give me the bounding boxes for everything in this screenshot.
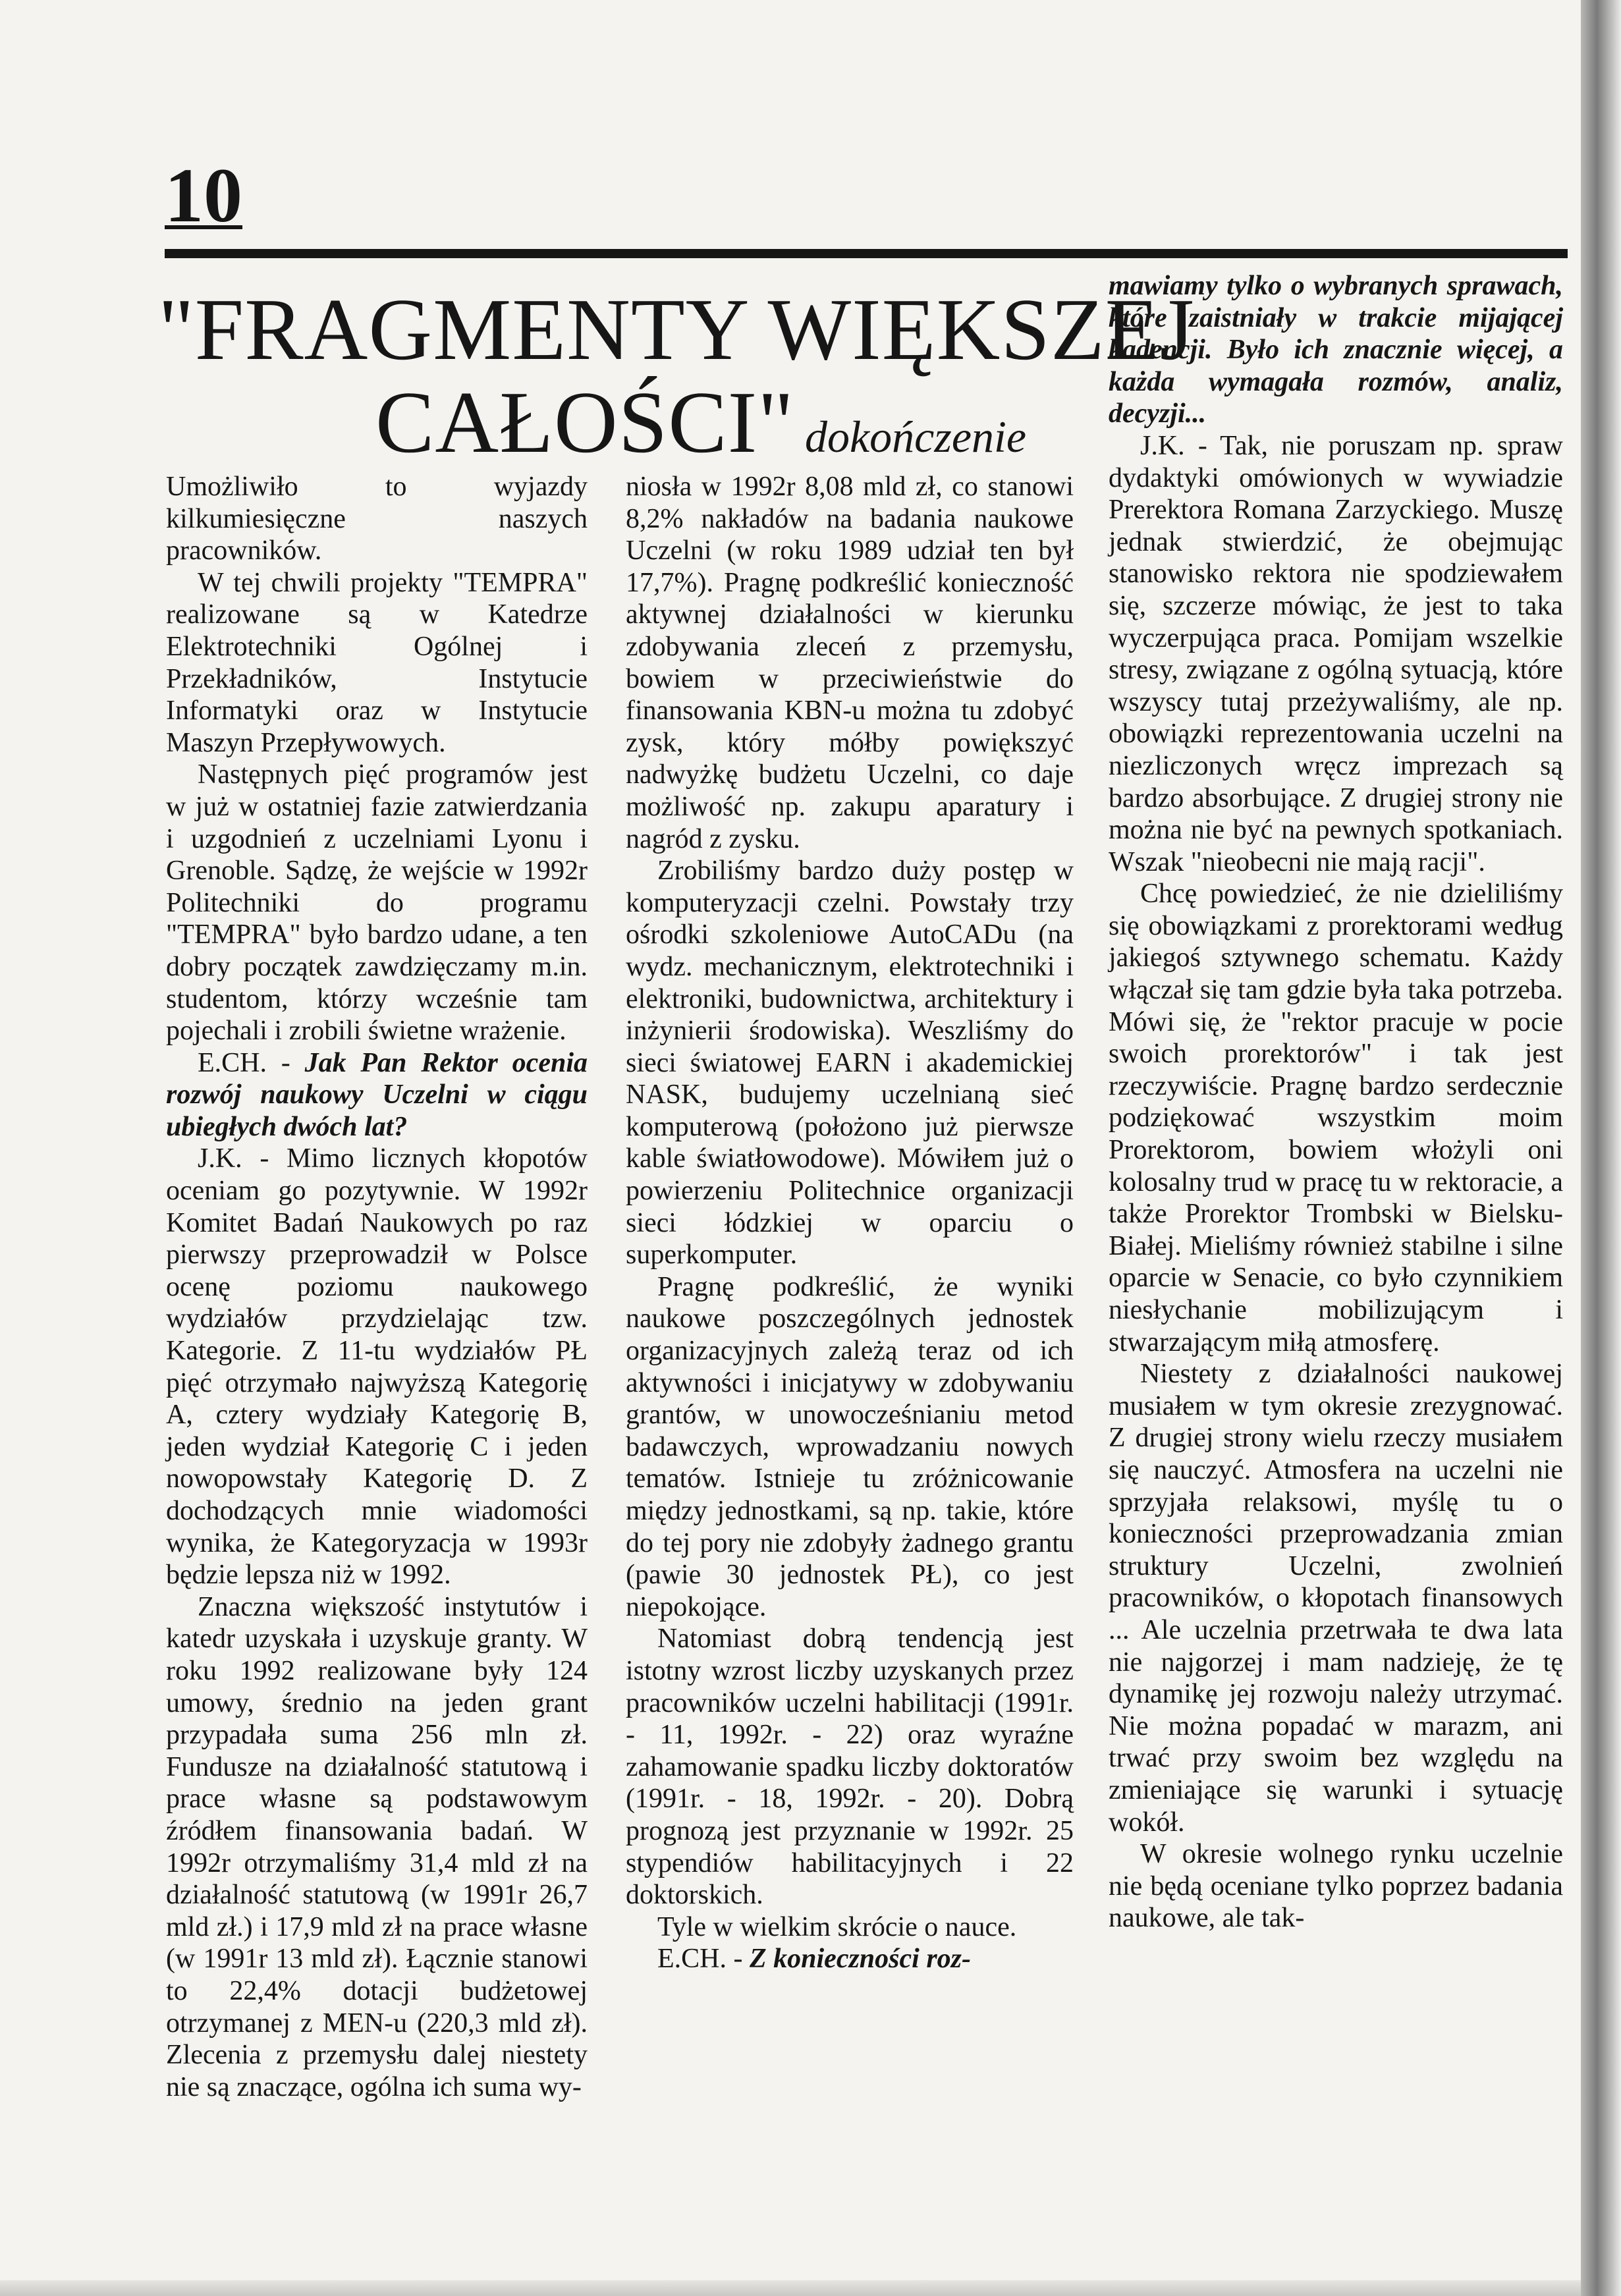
paragraph: niosła w 1992r 8,08 mld zł, co stanowi 8,2% nakładów na badania naukowe Uczelni (w roku 1989 udział ten był 17,7%). Pragnę podkreślić konieczność aktywnej działalności w kierunku zdobywania zleceń z przemysłu, bowiem w przeciwieństwie do finansowania KBN-u można tu zdobyć zysk, który mółby powiększyć nadwyżkę budżetu Uczelni, co daje możliwość np. zakupu aparatury i nagród z zysku.: [626, 472, 1074, 854]
page-bottom-edge: [0, 2280, 1581, 2296]
interviewer-label: E.CH. -: [657, 1944, 750, 1975]
page-number: 10: [165, 152, 242, 238]
paragraph: J.K. - Mimo licznych kłopotów oceniam go pozytywnie. W 1992r Komitet Badań Naukowych po raz pierwszy przeprowadził w Polsce ocenę poziomu naukowego wydziałów przydzielając tzw. Kategorie. Z 11-tu wydziałów PŁ pięć otrzymało najwyższą Kategorię A, cztery wydziały Kategorię B, jeden wydział Kategorię C i jeden nowopowstały Kategorię D. Z dochodzących mnie wiadomości wynika, że Kategoryzacja w 1993r będzie lepsza niż w 1992.: [166, 1143, 588, 1591]
paragraph: Chcę powiedzieć, że nie dzieliliśmy się obowiązkami z prorektorami według jakiegoś sztywnego schematu. Każdy włączał się tam gdzie była taka potrzeba. Mówi się, że "rektor pracuje w pocie swoich prorektorów" i tak jest rzeczywiście. Pragnę bardzo serdecznie podziękować wszystkim moim Prorektorom, bowiem włożyli oni kolosalny trud w pracę tu w rektoracie, a także Prorektor Trombski w Bielsku-Białej. Mieliśmy również stabilne i silne oparcie w Senacie, co było czynnikiem niesłychanie mobilizującym i stwarzającym miłą atmosferę.: [1109, 879, 1563, 1357]
paragraph: Umożliwiło to wyjazdy kilkumiesięczne naszych pracowników.: [166, 472, 588, 566]
paragraph: Następnych pięć programów jest w już w ostatniej fazie zatwierdzania i uzgodnień z uczelniami Lyonu i Grenoble. Sądzę, że wejście w 1992r Politechniki do programu "TEMPRA" było bardzo udane, a ten dobry początek zawdzięczamy m.in. studentom, którzy wcześnie tam pojechali i zrobili świetne wrażenie.: [166, 759, 588, 1047]
headline-subtitle: dokończenie: [805, 411, 1027, 462]
paragraph: W okresie wolnego rynku uczelnie nie będą oceniane tylko poprzez badania naukowe, ale tak-: [1109, 1839, 1563, 1934]
headline-line-1: "FRAGMENTY WIĘKSZEJ: [158, 281, 1195, 378]
paragraph: Natomiast dobrą tendencją jest istotny wzrost liczby uzyskanych przez pracowników uczelni habilitacji (1991r. - 11, 1992r. - 22) oraz wyraźne zahamowanie spadku liczby doktoratów (1991r. - 18, 1992r. - 20). Dobrą prognozą jest przyznanie w 1992r. 25 stypendiów habilitacyjnych i 22 doktorskich.: [626, 1624, 1074, 1911]
paragraph: Zrobiliśmy bardzo duży postęp w komputeryzacji czelni. Powstały trzy ośrodki szkoleniowe AutoCADu (na wydz. mechanicznym, elektrotechniki i elektroniki, budownictwa, architektury i inżynierii środowiska). Weszliśmy do sieci światowej EARN i akademickiej NASK, budujemy uczelnianą sieć komputerową (położono już pierwsze kable światłowodowe). Mówiłem już o powierzeniu Politechnice organizacji sieci łódzkiej w oparciu o superkomputer.: [626, 856, 1074, 1271]
paragraph: J.K. - Tak, nie poruszam np. spraw dydaktyki omówionych w wywiadzie Prerektora Romana Zarzyckiego. Muszę jednak stwierdzić, że obejmując stanowisko rektora nie spodziewałem się, szczerze mówiąc, że jest to taka wyczerpująca praca. Pomijam wszelkie stresy, związane z ogólną sytuacją, które wszyscy tutaj przeżywaliśmy, ale np. obowiązki reprezentowania uczelni na niezliczonych wręcz imprezach są bardzo absorbujące. Z drugiej strony nie można nie być na pewnych spotkaniach. Wszak "nieobecni nie mają racji".: [1109, 430, 1563, 877]
interview-question: mawiamy tylko o wybranych sprawach, które zaistniały w trakcie mijającej kadencji. Było ich znacznie więcej, a każda wymagała rozmów, analiz, decyzji...: [1109, 271, 1563, 429]
article-headline: [158, 281, 1195, 471]
interviewer-label: E.CH. -: [198, 1047, 305, 1078]
paragraph: Niestety z działalności naukowej musiałem w tym okresie zrezygnować. Z drugiej strony wielu rzeczy musiałem się nauczyć. Atmosfera na uczelni nie sprzyjała relaksowi, myślę tu o konieczności przeprowadzania zmian struktury Uczelni, zwolnień pracowników, o kłopotach finansowych ... Ale uczelnia przetrwała te dwa lata nie najgorzej i mam nadzieję, że tę dynamikę jej rozwoju należy utrzymać. Nie można popadać w marazm, ani trwać przy swoim bez względu na zmieniające się warunki i sytuację wokół.: [1109, 1359, 1563, 1838]
paragraph: W tej chwili projekty "TEMPRA" realizowane są w Katedrze Elektrotechniki Ogólnej i Przekładników, Instytucie Informatyki oraz w Instytucie Maszyn Przepływowych.: [166, 567, 588, 758]
paragraph: Tyle w wielkim skrócie o nauce.: [657, 1911, 1017, 1942]
paragraph: [626, 1943, 1074, 1975]
text-column-1: [166, 471, 588, 2103]
paragraph: Znaczna większość instytutów i katedr uzyskała i uzyskuje granty. W roku 1992 realizowane były 124 umowy, średnio na jeden grant przypadała suma 256 mln zł. Fundusze na działalność statutową i prace własne są podstawowym źródłem finansowania badań. W 1992r otrzymaliśmy 31,4 mld zł na działalność statutową (w 1991r 26,7 mld zł.) i 17,9 mld zł na prace własne (w 1991r 13 mld zł). Łącznie stanowi to 22,4% dotacji budżetowej otrzymanej z MEN-u (220,3 mld zł). Zlecenia z przemysłu dalej niestety nie są znaczące, ogólna ich suma wy-: [166, 1591, 588, 2102]
interview-question: Jak Pan Rektor ocenia rozwój naukowy Uczelni w ciągu ubiegłych dwóch lat?: [166, 1047, 588, 1142]
paragraph: [1109, 270, 1563, 430]
page-edge-shadow: [1581, 0, 1621, 2296]
headline-line-2: [198, 373, 1113, 471]
paragraph: Pragnę podkreślić, że wyniki naukowe poszczególnych jednostek organizacyjnych zależą teraz od ich aktywności i inicjatywy w zdobywaniu grantów, w unowocześnianiu metod badawczych, wprowadzaniu nowych tematów. Istnieje tu zróżnicowanie między jednostkami, są np. takie, które do tej pory nie zdobyły żadnego grantu (pawie 30 jednostek PŁ), co jest niepokojące.: [626, 1271, 1074, 1622]
text-column-3: [1109, 270, 1563, 1934]
text-column-2: [626, 471, 1074, 1975]
header-rule: [165, 249, 1568, 258]
headline-line-2-text: CAŁOŚCI": [375, 373, 794, 471]
paragraph: [166, 1047, 588, 1143]
interview-question: Z konieczności roz-: [750, 1944, 971, 1975]
